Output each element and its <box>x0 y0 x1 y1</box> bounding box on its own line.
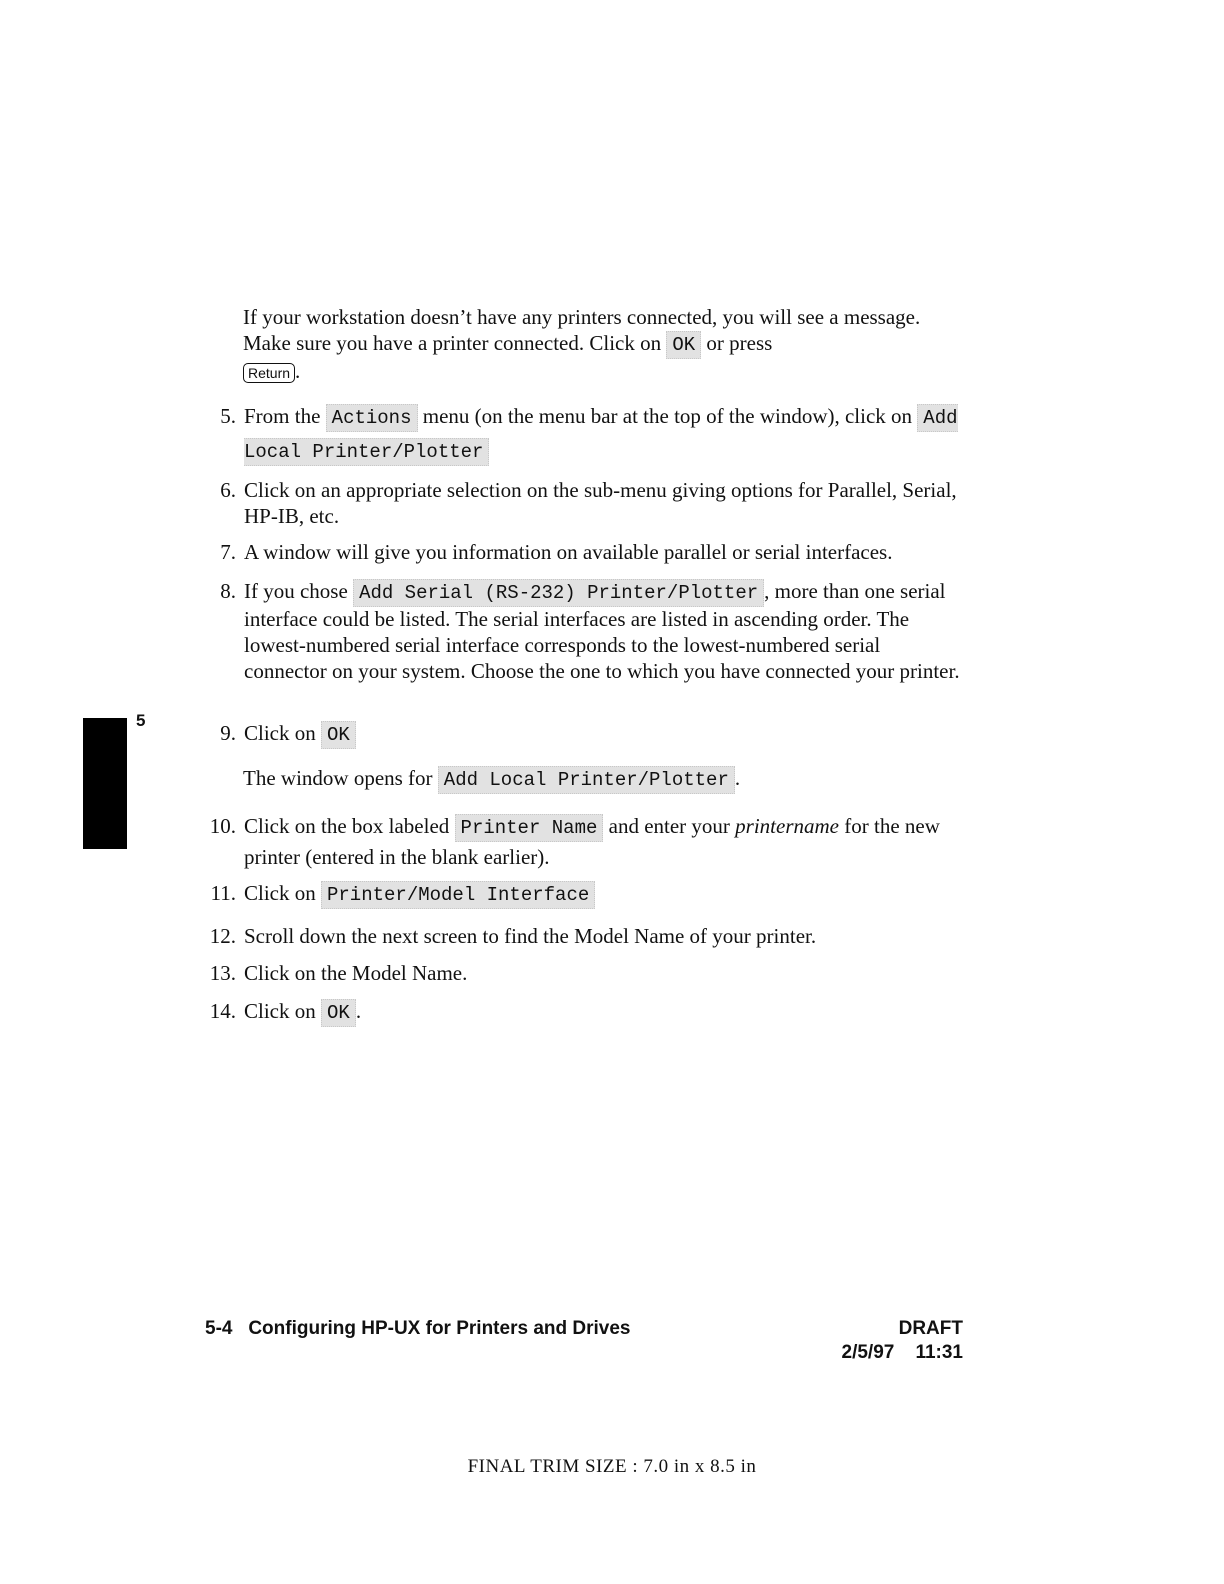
step-number: 13. <box>209 961 236 985</box>
step-number: 8. <box>220 579 236 603</box>
chapter-title: Configuring HP-UX for Printers and Drives <box>248 1318 631 1339</box>
step-text: for the new printer (entered in the blank earlier). <box>244 814 940 869</box>
paragraph-text: The window opens for <box>243 766 433 790</box>
draft-date: 2/5/97 <box>841 1342 895 1363</box>
trim-size-note: FINAL TRIM SIZE : 7.0 in x 8.5 in <box>467 1456 757 1477</box>
step-11 <box>200 880 965 908</box>
printername-placeholder: printername <box>735 814 839 838</box>
step-10 <box>200 812 965 872</box>
step-13 <box>200 960 965 986</box>
step-12 <box>200 923 965 949</box>
step-number: 12. <box>209 924 236 948</box>
step-text: Click on the Model Name. <box>244 961 468 985</box>
footer-left <box>205 1318 630 1340</box>
step-text: Click on the box labeled <box>244 814 450 838</box>
step-8 <box>200 578 965 684</box>
step-text: From the <box>244 404 321 428</box>
intro-paragraph <box>243 304 963 384</box>
step-period: . <box>355 999 362 1023</box>
step-text: Click on an appropriate selection on the sub-menu giving options for Parallel, Serial, HP-IB, etc. <box>244 478 957 528</box>
step-text: , more than one serial interface could be listed. The serial interfaces are listed in ascending order. The lowest-numbered serial interface corresponds to the lowest-numbered serial connector on your system. Choose the one to which you have connected your printer. <box>244 579 960 683</box>
step-text: Click on <box>244 721 316 745</box>
step-number: 6. <box>220 478 236 502</box>
intro-text: If your workstation doesn’t have any printers connected, you will see a message. Make sure you have a printer connected. Click on <box>243 305 921 355</box>
add-local-printer-label: Add Local Printer/Plotter <box>244 404 958 466</box>
step-number: 14. <box>209 999 236 1023</box>
step-text: Scroll down the next screen to find the Model Name of your printer. <box>244 924 817 948</box>
add-serial-printer-label: Add Serial (RS-232) Printer/Plotter <box>353 579 764 607</box>
step-9 <box>200 720 965 748</box>
ok-button-label: OK <box>321 999 356 1027</box>
chapter-tab <box>83 718 127 849</box>
page-number: 5-4 <box>205 1318 233 1339</box>
step-6 <box>200 477 965 529</box>
page-footer <box>205 1318 963 1340</box>
step-text: menu (on the menu bar at the top of the window), click on <box>422 404 913 428</box>
step-number: 5. <box>220 404 236 428</box>
step-text: A window will give you information on available parallel or serial interfaces. <box>244 540 893 564</box>
draft-time: 11:31 <box>915 1342 963 1363</box>
step-text: Click on <box>244 881 316 905</box>
ok-button-label: OK <box>321 721 356 749</box>
intro-text-2: or press <box>706 331 773 355</box>
chapter-number: 5 <box>136 711 146 730</box>
footer-date-line <box>205 1342 963 1364</box>
draft-label: DRAFT <box>898 1318 963 1339</box>
add-local-printer-label: Add Local Printer/Plotter <box>438 766 735 794</box>
step-5 <box>200 400 965 468</box>
step-text: If you chose <box>244 579 348 603</box>
step-7 <box>200 539 965 565</box>
window-opens-paragraph <box>243 765 963 793</box>
step-text: Click on <box>244 999 316 1023</box>
step-text: and enter your <box>608 814 730 838</box>
intro-period: . <box>295 359 301 383</box>
ok-button-label: OK <box>666 331 701 359</box>
actions-menu-label: Actions <box>326 404 418 432</box>
printer-model-interface-label: Printer/Model Interface <box>321 881 595 909</box>
step-number: 11. <box>210 881 236 905</box>
return-key: Return <box>243 363 295 383</box>
printer-name-label: Printer Name <box>455 814 604 842</box>
step-number: 10. <box>209 814 236 838</box>
step-number: 9. <box>220 721 236 745</box>
paragraph-period: . <box>734 766 741 790</box>
step-number: 7. <box>220 540 236 564</box>
step-14 <box>200 998 965 1026</box>
